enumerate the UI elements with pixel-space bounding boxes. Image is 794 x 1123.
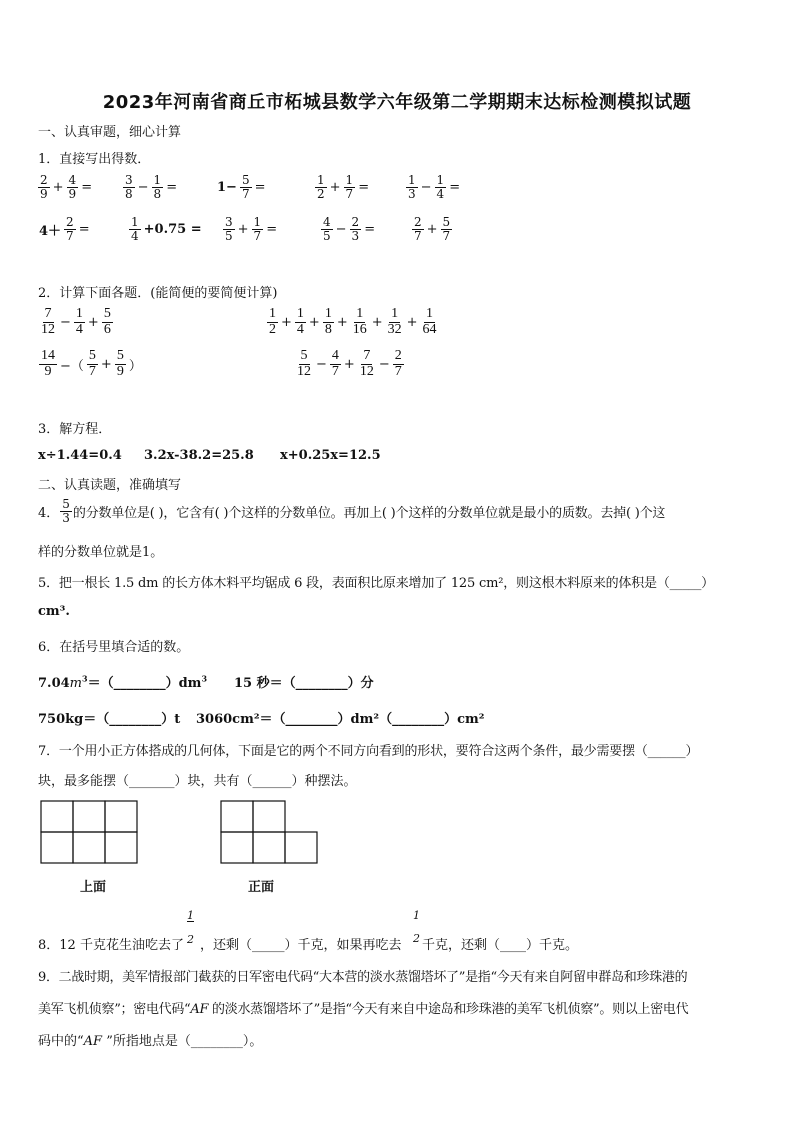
q1-r2-item1: 4＋ $\frac{2}{7}$ =	[39, 215, 90, 243]
q9-line-3: 码中的“AF ”所指地点是（________）。	[38, 1034, 263, 1049]
q1-r1-item4: $\frac{1}{2}$ + $\frac{1}{7}$ =	[317, 173, 370, 201]
q6-row1-a: $7.04m^3=(\_\_\_\_\_\_\_\_)dm^3$	[38, 673, 208, 691]
top-view-cell	[41, 801, 73, 832]
front-view-caption: 正面	[248, 880, 275, 895]
q1-r1-item3: 1− $\frac{5}{7}$ =	[217, 173, 266, 201]
q1-r2-item2: $\frac{1}{4}$ +0.75 =	[131, 215, 202, 243]
q1-r1-item5: $\frac{1}{3}$ − $\frac{1}{4}$ =	[408, 173, 461, 201]
q6-row2-b: 3060cm²＝（________）dm²（________）cm²	[196, 712, 485, 727]
q1-r1-item2: $\frac{3}{8}$ − $\frac{1}{8}$ =	[125, 173, 178, 201]
q4-line-2: 样的分数单位就是1。	[38, 545, 164, 560]
section-heading-1: 一、认真审题，细心计算	[38, 125, 182, 140]
q6-label: 6．在括号里填合适的数。	[38, 640, 190, 655]
q1-r2-item4: $\frac{4}{5}$ − $\frac{2}{3}$ =	[323, 215, 376, 243]
q5-line-1: 5．把一根长 1.5 dm 的长方体木料平均锯成 6 段，表面积比原来增加了 125 cm²，则这根木料原来的体积是（_____）	[38, 576, 714, 591]
q9-line-2: 美军飞机侦察”；密电代码“AF 的淡水蒸馏塔坏了”是指“今天有来自中途岛和珍珠港的美军飞机侦察”。则以上密电代	[38, 1002, 689, 1017]
q4-line-1: 4． $\frac{5}{3}$ 的分数单位是( )，它含有( )个这样的分数单位。再加上( )个这样的分数单位就是最小的质数。去掉( )个这	[38, 497, 666, 525]
q1-label: 1．直接写出得数．	[38, 152, 151, 167]
top-view-cell	[105, 801, 137, 832]
top-view-caption: 上面	[80, 880, 107, 895]
front-view-cell	[285, 832, 317, 863]
q8-fraction-1: $\frac{1}{2}$	[187, 909, 194, 946]
q8-line-middle: ，还剩（_____）千克，如果再吃去	[200, 938, 402, 953]
q1-r2-item3: $\frac{3}{5}$ + $\frac{1}{7}$ =	[225, 215, 278, 243]
q6-row2-a: 750kg＝（________）t	[38, 712, 181, 727]
section-heading-2: 二、认真读题，准确填写	[38, 478, 182, 493]
q3-label: 3．解方程．	[38, 422, 112, 437]
q2-expr-3: $\frac{14}{9}$ −（ $\frac{5}{7}$ + $\frac{5}{9}$ ）	[41, 348, 142, 379]
top-view-cell	[73, 832, 105, 863]
q7-line-1: 7．一个用小正方体搭成的几何体，下面是它的两个不同方向看到的形状，要符合这两个条件，最少需要摆（______）	[38, 744, 699, 759]
q8-line: 8．12 千克花生油吃去了	[38, 938, 184, 953]
q3-equation-1: x÷1.44=0.4	[38, 448, 122, 463]
top-view-cell	[73, 801, 105, 832]
q2-expr-4: $\frac{5}{12}$ − $\frac{4}{7}$ + $\frac{7}{12}$ − $\frac{2}{7}$	[297, 348, 402, 379]
front-view-cell	[253, 832, 285, 863]
top-view-cell	[41, 832, 73, 863]
q8-line-end: 千克，还剩（____）千克。	[422, 938, 579, 953]
q7-line-2: 块，最多能摆（_______）块，共有（______）种摆法。	[38, 774, 357, 789]
top-view-figure	[40, 800, 140, 866]
front-view-figure	[220, 800, 320, 866]
q2-expr-1: $\frac{7}{12}$ − $\frac{1}{4}$ + $\frac{5}{6}$	[41, 306, 111, 337]
top-view-cell	[105, 832, 137, 863]
front-view-cell	[221, 832, 253, 863]
q1-r1-item1: $\frac{2}{9}$ + $\frac{4}{9}$ =	[40, 173, 93, 201]
q3-equation-2: 3.2x-38.2=25.8	[144, 448, 254, 463]
page-title: 2023年河南省商丘市柘城县数学六年级第二学期期末达标检测模拟试题	[102, 92, 692, 113]
q1-r2-item5: $\frac{2}{7}$ + $\frac{5}{7}$	[414, 215, 451, 243]
q6-row1-b: 15 秒＝（________）分	[234, 676, 374, 691]
q2-label: 2．计算下面各题．(能简便的要简便计算)	[38, 286, 278, 301]
q2-expr-2: $\frac{1}{2}$ + $\frac{1}{4}$ + $\frac{1}{8}$ + $\frac{1}{16}$ + $\frac{1}{32}$ + $\frac{1}{64}$	[269, 306, 437, 337]
q3-equation-3: x+0.25x=12.5	[280, 448, 381, 463]
q8-fraction-2: 1 2	[413, 909, 420, 945]
front-view-cell	[221, 801, 253, 832]
front-view-cell	[253, 801, 285, 832]
q5-line-2: cm³.	[38, 604, 70, 619]
q9-line-1: 9．二战时期，美军情报部门截获的日军密电代码“大本营的淡水蒸馏塔坏了”是指“今天有来自阿留申群岛和珍珠港的	[38, 970, 688, 985]
